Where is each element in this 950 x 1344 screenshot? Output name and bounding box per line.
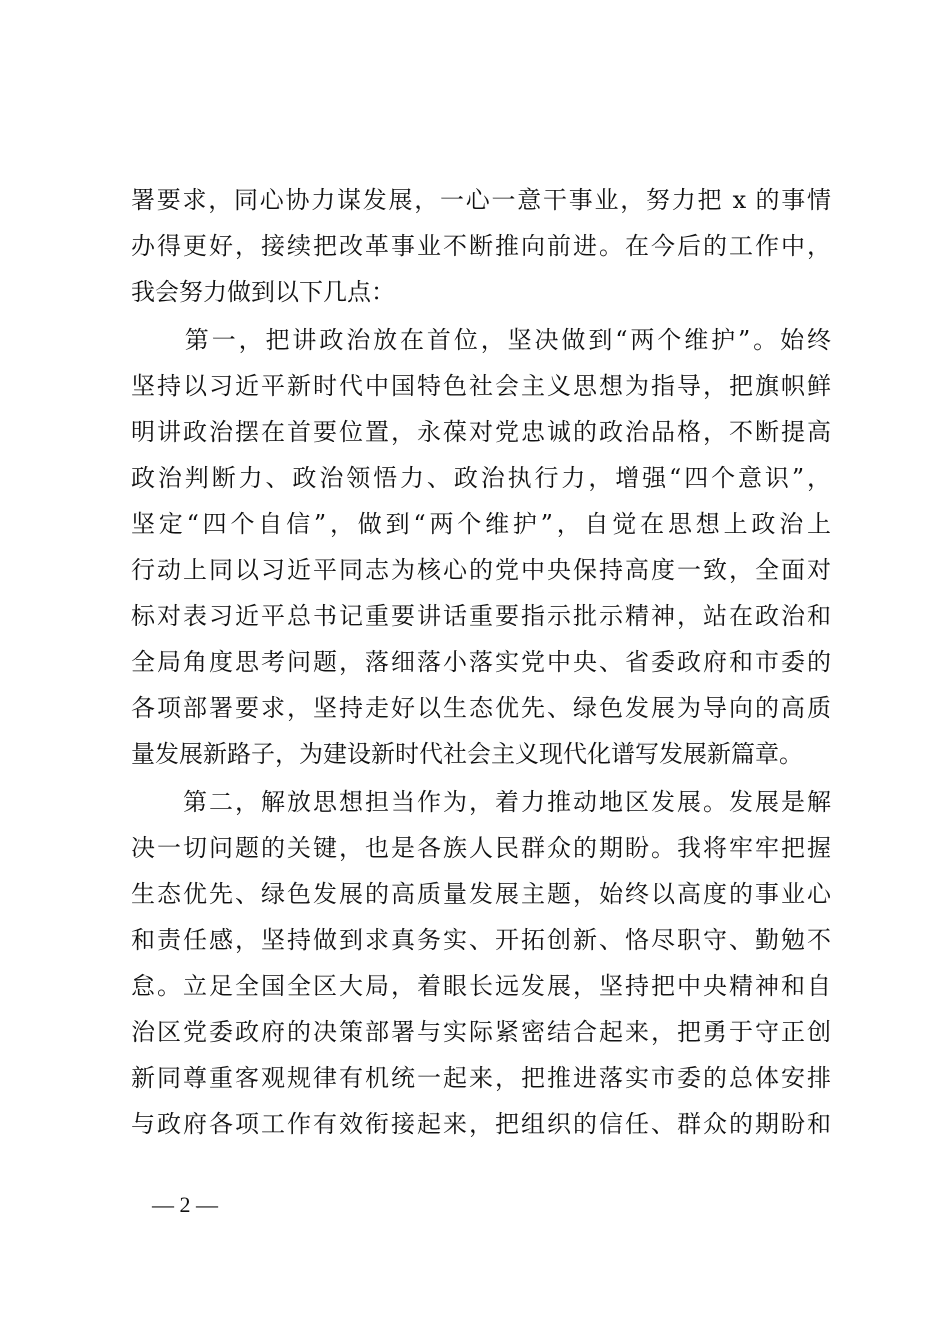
text-line: 全局角度思考问题，落细落小落实党中央、省委政府和市委的 bbox=[131, 648, 831, 676]
text-line: 新同尊重客观规律有机统一起来，把推进落实市委的总体安排 bbox=[131, 1064, 831, 1092]
text-line: 第二，解放思想担当作为，着力推动地区发展。发展是解 bbox=[131, 788, 831, 816]
text-line: 办得更好，接续把改革事业不断推向前进。在今后的工作中， bbox=[131, 232, 831, 260]
text-line: 我会努力做到以下几点： bbox=[131, 278, 395, 306]
text-line: 第一，把讲政治放在首位，坚决做到“两个维护”。始终 bbox=[131, 326, 831, 354]
text-line: 行动上同以习近平同志为核心的党中央保持高度一致，全面对 bbox=[131, 556, 831, 584]
text-line: 治区党委政府的决策部署与实际紧密结合起来，把勇于守正创 bbox=[131, 1018, 831, 1046]
text-line: 决一切问题的关键，也是各族人民群众的期盼。我将牢牢把握 bbox=[131, 834, 831, 862]
text-line: 坚持以习近平新时代中国特色社会主义思想为指导，把旗帜鲜 bbox=[131, 372, 831, 400]
page-number: — 2 — bbox=[152, 1192, 218, 1217]
text-line: 怠。立足全国全区大局，着眼长远发展，坚持把中央精神和自 bbox=[131, 972, 831, 1000]
text-line: 量发展新路子，为建设新时代社会主义现代化谱写发展新篇章。 bbox=[131, 740, 803, 768]
text-line: 标对表习近平总书记重要讲话重要指示批示精神，站在政治和 bbox=[131, 602, 831, 630]
text-line: 坚定“四个自信”，做到“两个维护”，自觉在思想上政治上 bbox=[131, 510, 831, 538]
text-line: 生态优先、绿色发展的高质量发展主题，始终以高度的事业心 bbox=[131, 880, 831, 908]
text-line: 明讲政治摆在首要位置，永葆对党忠诚的政治品格，不断提高 bbox=[131, 418, 831, 446]
text-line: 政治判断力、政治领悟力、政治执行力，增强“四个意识”， bbox=[131, 464, 831, 492]
text-line: 各项部署要求，坚持走好以生态优先、绿色发展为导向的高质 bbox=[131, 694, 831, 722]
text-line: 署要求，同心协力谋发展，一心一意干事业，努力把 x 的事情 bbox=[131, 186, 831, 214]
text-line: 和责任感，坚持做到求真务实、开拓创新、恪尽职守、勤勉不 bbox=[131, 926, 831, 954]
text-line: 与政府各项工作有效衔接起来，把组织的信任、群众的期盼和 bbox=[131, 1110, 831, 1138]
